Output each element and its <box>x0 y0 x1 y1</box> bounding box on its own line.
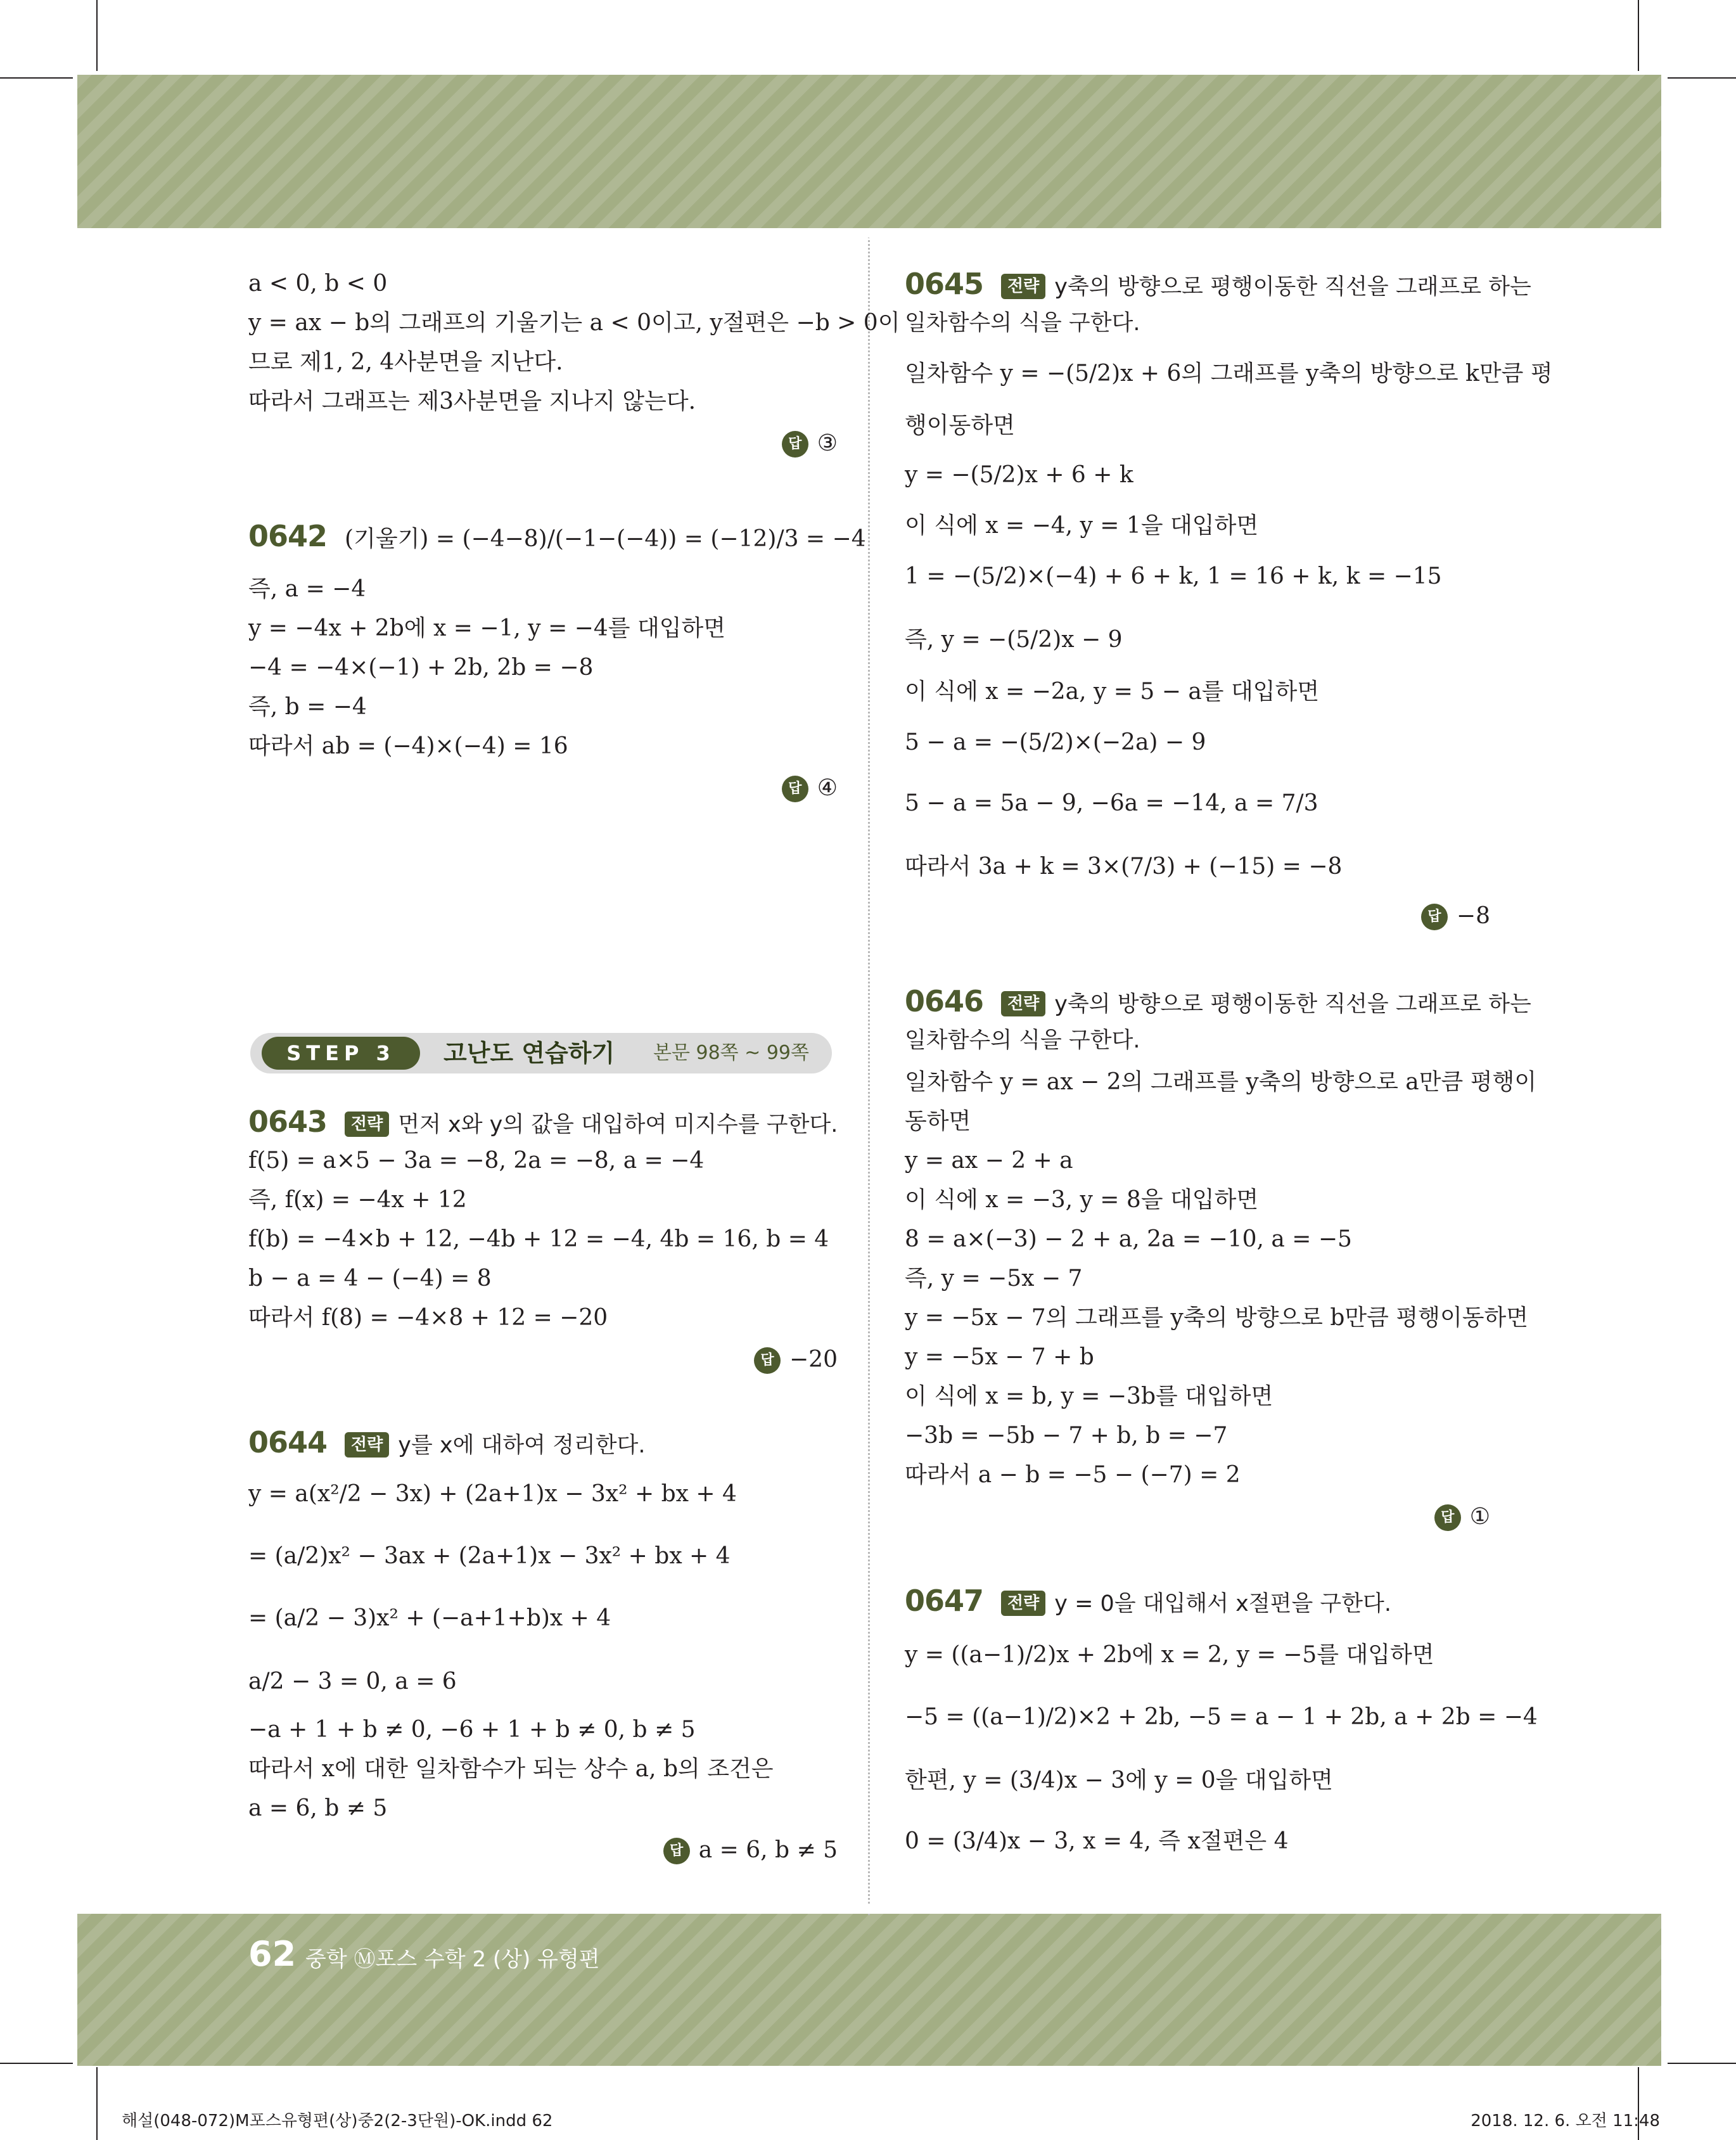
solution-line: y = a(x²/2 − 3x) + (2a+1)x − 3x² + bx + 4 <box>248 1481 737 1507</box>
problem-number: 0643 <box>248 1105 328 1139</box>
solution-line: 1 = −(5/2)×(−4) + 6 + k, 1 = 16 + k, k = −15 <box>905 563 1442 589</box>
solution-line: 5 − a = 5a − 9, −6a = −14, a = 7/3 <box>905 790 1318 816</box>
solution-line: 일차함수 y = −(5/2)x + 6의 그래프를 y축의 방향으로 k만큼 평 <box>905 361 1553 387</box>
strategy-text: y축의 방향으로 평행이동한 직선을 그래프로 하는 <box>1054 992 1531 1017</box>
problem-number: 0647 <box>905 1584 984 1618</box>
solution-line: 즉, b = −4 <box>248 694 367 720</box>
solution-line: −a + 1 + b ≠ 0, −6 + 1 + b ≠ 0, b ≠ 5 <box>248 1717 696 1743</box>
crop-mark <box>1668 2063 1736 2064</box>
answer-value: ① <box>1469 1504 1490 1530</box>
strategy-text: 먼저 x와 y의 값을 대입하여 미지수를 구한다. <box>398 1112 838 1137</box>
problem-number: 0645 <box>905 267 984 301</box>
solution-line: 즉, y = −(5/2)x − 9 <box>905 627 1123 653</box>
answer-value: −20 <box>789 1347 838 1373</box>
strategy-tag: 전략 <box>345 1432 389 1458</box>
solution-line: −4 = −4×(−1) + 2b, 2b = −8 <box>248 655 594 681</box>
solution-line: 즉, y = −5x − 7 <box>905 1265 1083 1291</box>
solution-line: 므로 제1, 2, 4사분면을 지난다. <box>248 349 563 375</box>
solution-line: 즉, f(x) = −4x + 12 <box>248 1187 467 1213</box>
solution-line: 즉, a = −4 <box>248 576 366 602</box>
column-divider <box>868 229 870 1915</box>
answer-badge: 답 <box>663 1838 690 1864</box>
footer-band <box>77 1914 1661 2066</box>
solution-line: 일차함수 y = ax − 2의 그래프를 y축의 방향으로 a만큼 평행이 <box>905 1069 1537 1095</box>
solution-line: 이 식에 x = −3, y = 8을 대입하면 <box>905 1187 1259 1213</box>
problem-heading <box>905 1586 1391 1619</box>
solution-line: = (a/2 − 3)x² + (−a+1+b)x + 4 <box>248 1605 611 1631</box>
answer-value: ④ <box>817 775 838 801</box>
strategy-tag: 전략 <box>345 1112 389 1137</box>
answer-value: ③ <box>817 430 838 456</box>
strategy-text: y축의 방향으로 평행이동한 직선을 그래프로 하는 <box>1054 274 1531 300</box>
answer <box>754 1345 838 1375</box>
solution-line: 따라서 a − b = −5 − (−7) = 2 <box>905 1462 1241 1488</box>
solution-line: −5 = ((a−1)/2)×2 + 2b, −5 = a − 1 + 2b, a + 2b = −4 <box>905 1704 1538 1730</box>
strategy-tag: 전략 <box>1001 991 1045 1016</box>
answer <box>1434 1502 1490 1532</box>
step-title: 고난도 연습하기 <box>444 1039 615 1067</box>
answer-badge: 답 <box>782 776 808 802</box>
page-number: 62 <box>248 1934 297 1974</box>
solution-line: 5 − a = −(5/2)×(−2a) − 9 <box>905 729 1206 755</box>
strategy-text: 일차함수의 식을 구한다. <box>905 311 1140 336</box>
solution-line: 따라서 3a + k = 3×(7/3) + (−15) = −8 <box>905 854 1343 880</box>
problem-number: 0644 <box>248 1425 328 1459</box>
solution-line: y = −4x + 2b에 x = −1, y = −4를 대입하면 <box>248 615 726 641</box>
solution-line: y = ax − b의 그래프의 기울기는 a < 0이고, y절편은 −b > 0이 <box>248 310 900 336</box>
strategy-text: 일차함수의 식을 구한다. <box>905 1028 1140 1053</box>
answer <box>782 428 838 459</box>
solution-line: 따라서 x에 대한 일차함수가 되는 상수 a, b의 조건은 <box>248 1756 774 1782</box>
solution-line: y = −(5/2)x + 6 + k <box>905 462 1133 488</box>
solution-line: 이 식에 x = −4, y = 1을 대입하면 <box>905 513 1259 539</box>
answer-value: a = 6, b ≠ 5 <box>698 1837 838 1863</box>
crop-mark <box>1638 0 1639 71</box>
solution-line: y = −5x − 7 + b <box>905 1344 1094 1370</box>
step-header <box>250 1033 832 1073</box>
step-label: STEP 3 <box>262 1037 420 1070</box>
answer-badge: 답 <box>1434 1504 1461 1531</box>
answer-badge: 답 <box>782 431 808 458</box>
solution-line: 0 = (3/4)x − 3, x = 4, 즉 x절편은 4 <box>905 1828 1289 1854</box>
solution-line: y = −5x − 7의 그래프를 y축의 방향으로 b만큼 평행이동하면 <box>905 1305 1529 1331</box>
crop-mark <box>0 77 73 79</box>
solution-line: 따라서 f(8) = −4×8 + 12 = −20 <box>248 1305 608 1331</box>
answer-badge: 답 <box>754 1347 781 1374</box>
right-column <box>905 0 1553 1901</box>
solution-line: = (a/2)x² − 3ax + (2a+1)x − 3x² + bx + 4 <box>248 1543 731 1569</box>
answer <box>1421 901 1490 932</box>
solution-line: 8 = a×(−3) − 2 + a, 2a = −10, a = −5 <box>905 1226 1352 1252</box>
problem-heading <box>248 1427 645 1461</box>
problem-number: 0646 <box>905 984 984 1018</box>
answer <box>663 1835 838 1866</box>
strategy-tag: 전략 <box>1001 1591 1045 1616</box>
solution-first-line: (기울기) = (−4−8)/(−1−(−4)) = (−12)/3 = −4 <box>345 526 866 552</box>
solution-line: 동하면 <box>905 1108 971 1134</box>
crop-mark <box>0 2063 73 2064</box>
solution-line: 따라서 그래프는 제3사분면을 지나지 않는다. <box>248 388 696 414</box>
problem-heading <box>248 521 866 554</box>
solution-line: 이 식에 x = b, y = −3b를 대입하면 <box>905 1383 1273 1409</box>
divider-notch-top <box>859 228 879 238</box>
solution-line: 한편, y = (3/4)x − 3에 y = 0을 대입하면 <box>905 1767 1333 1793</box>
solution-line: 따라서 ab = (−4)×(−4) = 16 <box>248 733 568 759</box>
problem-heading <box>905 986 1531 1020</box>
answer-badge: 답 <box>1421 904 1448 930</box>
problem-heading <box>248 1106 838 1140</box>
solution-line: y = ax − 2 + a <box>905 1148 1073 1174</box>
crop-mark <box>1668 77 1736 79</box>
solution-line: a < 0, b < 0 <box>248 271 388 297</box>
solution-line: f(5) = a×5 − 3a = −8, 2a = −8, a = −4 <box>248 1148 705 1174</box>
divider-notch-bottom <box>859 1904 879 1914</box>
answer-value: −8 <box>1456 903 1490 929</box>
problem-number: 0642 <box>248 519 328 553</box>
print-slug-file: 해설(048-072)M포스유형편(상)중2(2-3단원)-OK.indd 62 <box>122 2111 553 2130</box>
strategy-text: y를 x에 대하여 정리한다. <box>398 1433 646 1458</box>
solution-line: b − a = 4 − (−4) = 8 <box>248 1265 492 1291</box>
answer <box>782 773 838 804</box>
solution-line: y = ((a−1)/2)x + 2b에 x = 2, y = −5를 대입하면 <box>905 1642 1434 1668</box>
solution-line: f(b) = −4×b + 12, −4b + 12 = −4, 4b = 16, b = 4 <box>248 1226 829 1252</box>
strategy-tag: 전략 <box>1001 274 1045 299</box>
strategy-text: y = 0을 대입해서 x절편을 구한다. <box>1054 1591 1391 1617</box>
solution-line: −3b = −5b − 7 + b, b = −7 <box>905 1423 1228 1449</box>
book-title: 중학 Ⓜ포스 수학 2 (상) 유형편 <box>305 1947 600 1972</box>
crop-mark <box>96 2067 98 2140</box>
crop-mark <box>96 0 98 71</box>
solution-line: a/2 − 3 = 0, a = 6 <box>248 1669 457 1695</box>
left-column <box>248 0 900 1901</box>
solution-line: a = 6, b ≠ 5 <box>248 1795 388 1821</box>
print-slug-date: 2018. 12. 6. 오전 11:48 <box>1471 2111 1660 2130</box>
problem-heading <box>905 269 1531 302</box>
solution-line: 이 식에 x = −2a, y = 5 − a를 대입하면 <box>905 679 1320 705</box>
step-page-range: 본문 98쪽 ~ 99쪽 <box>653 1042 809 1064</box>
solution-line: 행이동하면 <box>905 413 1015 439</box>
